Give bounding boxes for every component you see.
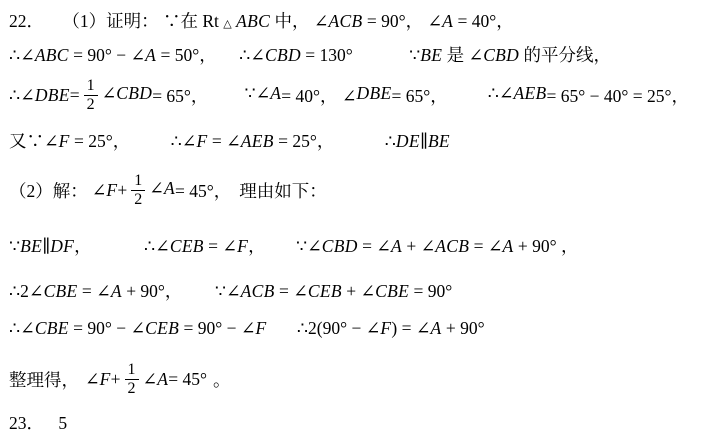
fraction-denominator: 2: [134, 190, 143, 208]
proof-line-3: [9, 70, 689, 120]
math-segment: ∠ CBD = 65°，: [101, 82, 209, 106]
statement-text: 。: [212, 369, 231, 390]
math-segment: ∠ F +: [85, 368, 121, 389]
problem-22-number: 22．: [9, 11, 44, 31]
math-segment: ∴∠ABC = 90° − ∠A = 50°，: [9, 45, 217, 65]
math-segment: ∴2∠CBE = ∠A + 90°，: [9, 281, 183, 301]
fraction-numerator: 1: [125, 361, 139, 380]
part1-label: （1）证明：: [62, 11, 159, 31]
proof-line-5: [9, 164, 327, 216]
math-segment: ∵BE 是 ∠CBD 的平分线，: [409, 45, 611, 65]
proof-line-7: [9, 278, 452, 303]
math-segment: ∴∠ AEB = 65° − 40° = 25°，: [487, 82, 689, 106]
math-segment: ∠ A = 45°，: [149, 177, 232, 201]
part2-label: （2）解：: [9, 180, 88, 201]
proof-line-2: [9, 42, 611, 67]
math-segment: ∵∠CBD = ∠A + ∠ACB = ∠A + 90° ，: [295, 236, 579, 256]
triangle-symbol: △: [223, 18, 232, 30]
math-segment: ∴DE∥BE: [384, 131, 450, 151]
fraction-denominator: 2: [127, 379, 136, 397]
statement-text: 中，: [274, 11, 310, 31]
math-segment: ∵∠ A = 40°， ∠ DBE = 65°，: [244, 82, 448, 106]
fraction-numerator: 1: [131, 172, 145, 191]
math-segment: ∵∠ACB = ∠CEB + ∠CBE = 90°: [214, 281, 453, 301]
statement-text: 整理得，: [9, 369, 79, 390]
fraction-one-half: [131, 172, 145, 209]
proof-line-4: [9, 128, 450, 153]
fraction-one-half: [84, 77, 98, 114]
math-segment: 又∵∠F = 25°，: [9, 131, 131, 151]
statement-text: 理由如下：: [239, 180, 327, 201]
proof-line-9: [9, 353, 230, 405]
math-segment: ∴2(90° − ∠F) = ∠A + 90°: [296, 318, 485, 338]
math-segment: ∵BE∥DF，: [9, 236, 92, 256]
triangle-name: ABC: [236, 11, 271, 31]
rt-label: Rt: [202, 11, 219, 31]
math-segment: ∠ACB = 90°， ∠A = 40°，: [313, 11, 514, 31]
math-segment: ∠ F +: [91, 179, 128, 200]
math-segment: ∠ A = 45°: [142, 368, 207, 389]
fraction-denominator: 2: [86, 95, 95, 113]
math-segment: ∴∠ DBE =: [9, 84, 80, 105]
problem-23-number: 23．: [9, 413, 44, 433]
statement-text: ∵在: [163, 11, 198, 31]
problem-23-answer-line: [9, 410, 67, 435]
proof-line-6: [9, 233, 579, 258]
proof-line-8: [9, 318, 485, 339]
fraction-one-half: [125, 361, 139, 398]
proof-line-1: [9, 8, 514, 33]
problem-23-answer: 5: [58, 413, 68, 433]
math-segment: ∴∠F = ∠AEB = 25°，: [170, 131, 335, 151]
fraction-numerator: 1: [84, 77, 98, 96]
math-segment: ∴∠CEB = ∠F，: [144, 236, 266, 256]
math-segment: ∴∠CBE = 90° − ∠CEB = 90° − ∠F: [9, 318, 267, 338]
math-segment: ∴∠CBD = 130°: [239, 45, 353, 65]
